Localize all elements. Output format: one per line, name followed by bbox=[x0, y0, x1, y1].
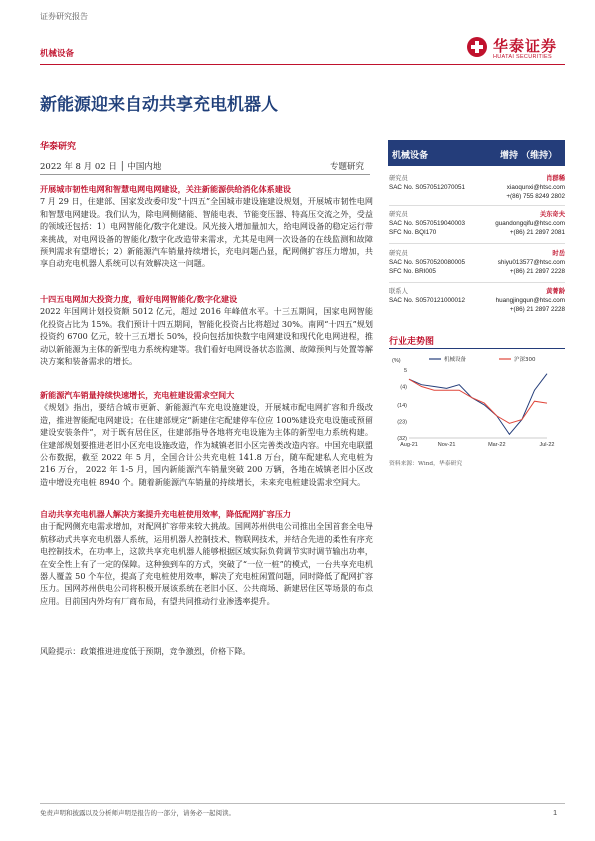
analyst-email[interactable]: guandongqifu@htsc.com bbox=[495, 220, 565, 227]
y-tick-label: 5 bbox=[403, 368, 407, 374]
analyst-sac: SAC No. S0570512070051 bbox=[389, 184, 465, 191]
section-heading: 新能源汽车销量持续快速增长，充电桩建设需求空间大 bbox=[40, 390, 235, 400]
org-label: 华泰研究 bbox=[40, 142, 77, 152]
header-divider bbox=[40, 64, 565, 65]
analyst-role: 研究员 bbox=[389, 250, 408, 257]
section-heading: 自动共享充电机器人解决方案提升充电桩使用效率，降低配网扩容压力 bbox=[40, 509, 291, 519]
legend-label: 机械设备 bbox=[444, 357, 467, 363]
analyst-divider bbox=[389, 205, 565, 206]
analyst-role: 联系人 bbox=[389, 288, 408, 295]
x-tick-label: Nov-21 bbox=[437, 442, 456, 448]
analyst-name: 时岳 bbox=[552, 250, 565, 257]
analyst-name: 黄菁龄 bbox=[546, 288, 565, 295]
doc-type: 专题研究 bbox=[330, 162, 365, 172]
footer-divider bbox=[40, 803, 565, 804]
sector-label: 机械设备 bbox=[40, 49, 75, 59]
analyst-email[interactable]: huangjingqun@htsc.com bbox=[495, 297, 565, 304]
chart-source: 资料来源：Wind，华泰研究 bbox=[389, 461, 463, 467]
analyst-email[interactable]: shiyu013577@htsc.com bbox=[497, 259, 565, 266]
analyst-card bbox=[389, 287, 565, 314]
rating-value: 增持 （维持） bbox=[500, 151, 558, 161]
logo-text-en: HUATAI SECURITIES bbox=[493, 54, 552, 60]
x-tick-label: Mar-22 bbox=[488, 442, 506, 448]
logo-mark-icon bbox=[466, 36, 488, 58]
analyst-divider bbox=[389, 282, 565, 283]
section-body: 2022 年国网计划投资额 5012 亿元，超过 2016 年峰值水平。十三五期间，国家电网智能化投资占比为 15%。我们预计十四五期间，智能化投资占比将超过 30%。南网“十四五”规划投资约 6700 亿元，较十三五增长 50%，投向包括加快数字电网建设和现代化电网进程，推动以新能源为主体的新型电力系统构建等。我们看好电网设备状态监测、故障预判与处置等解决方案和装备需求的增长。 bbox=[40, 306, 373, 367]
date-line: 2022 年 8 月 02 日 │ 中国内地 bbox=[40, 162, 162, 172]
trend-chart bbox=[389, 352, 565, 452]
section-ev-sales bbox=[40, 389, 373, 488]
analyst-tel: +(86) 21 2897 2228 bbox=[509, 268, 565, 275]
analyst-divider bbox=[389, 243, 565, 244]
analyst-tel: +(86) 755 8249 2802 bbox=[506, 193, 565, 200]
page-title: 新能源迎来自动共享充电机器人 bbox=[40, 95, 278, 115]
report-type-label: 证券研究报告 bbox=[40, 12, 88, 21]
footer-disclaimer: 免责声明和披露以及分析师声明是报告的一部分，请务必一起阅读。 bbox=[40, 809, 235, 817]
section-charging-robot bbox=[40, 508, 373, 607]
risk-warning: 风险提示：政策推进进度低于预期，竞争激烈，价格下降。 bbox=[40, 646, 251, 656]
analyst-email[interactable]: xiaoqunxi@htsc.com bbox=[506, 184, 565, 191]
analyst-sfc: SFC No. BQI170 bbox=[389, 229, 437, 236]
analyst-sac: SAC No. S0570520080005 bbox=[389, 259, 465, 266]
analyst-name: 关东奇夫 bbox=[539, 211, 565, 218]
legend-label: 沪深300 bbox=[514, 357, 536, 363]
section-body: 7 月 29 日，住建部、国家发改委印发“十四五”全国城市建设施建设规划，开展城市韧性电网和智慧电网建设。我们认为，除电网侧储能、智能电表、节能变压器、特高压交流之外，受益的领域还包括：1）电网智能化/数字化建设。风光接入增加量加大，给电网设备的稳定运行带来挑战，对电网设备的智能化/数字化改造带来需求，尤其是电网一次设备的在线监测和故障预判需求有望增长；2）新能源汽车销量持续增长，充电问题凸显，配网侧扩容压力增加，共享自动充电机器人系统可以有效解决这一问题。 bbox=[40, 196, 373, 269]
y-axis-unit: (%) bbox=[392, 358, 401, 364]
analyst-name: 肖群稀 bbox=[546, 175, 565, 182]
y-tick-label: (4) bbox=[400, 384, 407, 391]
y-tick-label: (14) bbox=[397, 402, 407, 409]
trend-chart-title: 行业走势图 bbox=[389, 337, 435, 347]
section-heading: 十四五电网加大投资力度，看好电网智能化/数字化建设 bbox=[40, 294, 238, 304]
y-tick-label: (23) bbox=[397, 419, 407, 426]
analyst-role: 研究员 bbox=[389, 175, 408, 182]
analyst-role: 研究员 bbox=[389, 211, 408, 218]
analyst-tel: +(86) 21 2897 2081 bbox=[509, 229, 565, 236]
analyst-card bbox=[389, 249, 565, 276]
analyst-card bbox=[389, 174, 565, 201]
meta-divider bbox=[40, 174, 370, 175]
section-grid-investment bbox=[40, 293, 373, 367]
trend-divider bbox=[389, 348, 565, 349]
analyst-tel: +(86) 21 2897 2228 bbox=[509, 306, 565, 313]
page-number: 1 bbox=[553, 808, 558, 817]
section-heading: 开展城市韧性电网和智慧电网电网建设，关注新能源供给消化体系建设 bbox=[40, 184, 291, 194]
x-tick-label: Aug-21 bbox=[400, 442, 418, 448]
y-tick-label: (32) bbox=[397, 436, 407, 442]
brand-logo bbox=[466, 34, 566, 62]
analyst-sac: SAC No. S0570519040003 bbox=[389, 220, 465, 227]
series-line-machinery bbox=[409, 374, 547, 435]
analyst-sac: SAC No. S0570121000012 bbox=[389, 297, 465, 304]
rating-sector: 机械设备 bbox=[392, 151, 429, 161]
x-tick-label: Jul-22 bbox=[539, 442, 555, 448]
analyst-card bbox=[389, 210, 565, 237]
logo-text-cn: 华泰证券 bbox=[493, 37, 558, 55]
section-body: 由于配网侧充电需求增加，对配网扩容带来较大挑战。国网苏州供电公司推出全国首套全电导航移动式共享充电机器人系统，运用机器人控制技术、物联网技术，并结合先进的柔性有序充电控制技术，在功率上，这款共享充电机器人能够根据区域实际负荷调节实时调节输出功率，在安全性上有了一定的保障。这种独到车的方式，突破了“一位一桩”的模式，一台共享充电机器人覆盖 50 个车位，提高了充电桩使用效率，解决了充电桩闲置问题，同时降低了配网扩容压力。国网苏州供电公司将积极开展该系统在老旧小区、公共商场、新建居住区等场景的布点应用。目前国内外均有厂商布局，有望共同推动行业渗透率提升。 bbox=[40, 521, 373, 606]
section-grid-construction bbox=[40, 183, 373, 270]
section-body: 《规划》指出，要结合城市更新、新能源汽车充电设施建设，开展城市配电网扩容和升级改造，推进智能配电网建设；在住建部规定“新建住宅配建停车位应 100%建设充电设施或预留建设安装条件”，对于既有居住区，住建部指导各地将充电设施为主体的新型电力系统构建。住建部规划要推进老旧小区充电设施改造，作为城镇老旧小区完善类改造内容。中国充电联盟公布数据，截至 2022 年 5 月，全国合计公共充电桩 141.8 万台，随车配建私人充电桩为 216 万台， 2022 年 1-5 月，国内新能源汽车销量突破 200 万辆，各地在城镇老旧小区改造中增设充电桩 8940 个。随着新能源汽车销量的持续增长，未来充电桩建设需求空间大。 bbox=[40, 402, 373, 487]
analyst-sfc: SFC No. BRI005 bbox=[389, 268, 436, 275]
